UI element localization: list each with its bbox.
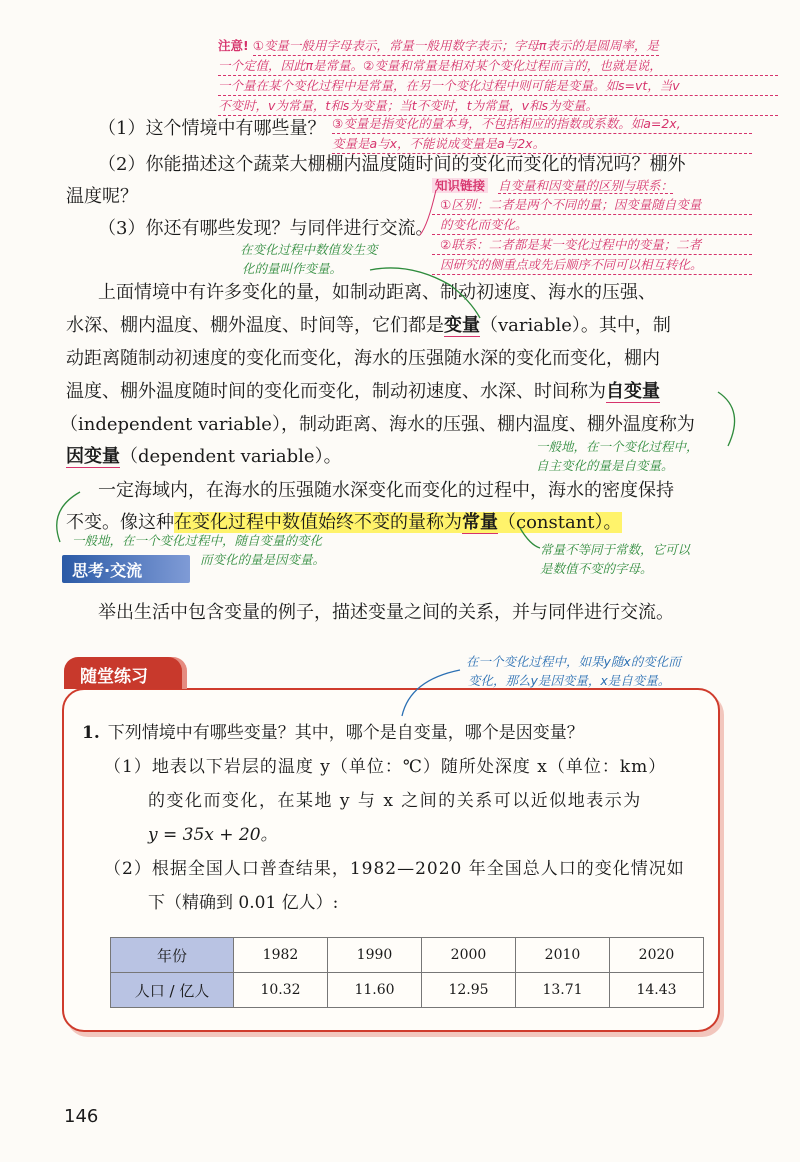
table-cell: 12.95 bbox=[422, 973, 516, 1008]
exercise-s2-line: （2）根据全国人口普查结果，1982—2020 年全国总人口的变化情况如 bbox=[104, 859, 685, 879]
table-cell: 14.43 bbox=[610, 973, 704, 1008]
exercise-s1-line: 的变化而变化，在某地 y 与 x 之间的关系可以近似地表示为 bbox=[148, 791, 642, 811]
attention-line: 一个量在某个变化过程中是常量，在另一个变化过程中则可能是变量。如s=vt，当v bbox=[218, 76, 778, 96]
question-2: （2）你能描述这个蔬菜大棚棚内温度随时间的变化而变化的情况吗？棚外 bbox=[98, 154, 686, 175]
think-exchange-text: 举出生活中包含变量的例子，描述变量之间的关系，并与同伴进行交流。 bbox=[98, 602, 674, 623]
question-3: （3）你还有哪些发现？与同伴进行交流。 bbox=[98, 218, 434, 239]
arrow-independent bbox=[718, 392, 735, 446]
exercise-note-line: 变化，那么y是因变量，x是自变量。 bbox=[468, 673, 671, 688]
page-number: 146 bbox=[64, 1106, 99, 1127]
attention-line: 变量是a与x，不能说成变量是a与2x。 bbox=[332, 134, 752, 154]
exercise-s2-line: 下（精确到 0.01 亿人）: bbox=[148, 893, 339, 913]
para1-text: 温度、棚外温度随时间的变化而变化，制动初速度、水深、时间称为 bbox=[66, 381, 606, 402]
term-independent: 自变量 bbox=[606, 381, 660, 402]
attention-line: 不变时，v为常量，t和s为变量；当t不变时，t为常量，v和s为变量。 bbox=[218, 96, 778, 116]
table-cell: 10.32 bbox=[234, 973, 328, 1008]
arrow-variable bbox=[370, 268, 480, 318]
para1-line: 动距离随制动初速度的变化而变化，海水的压强随水深的变化而变化，棚内 bbox=[66, 348, 660, 369]
knowledge-line: 自变量和因变量的区别与联系： bbox=[498, 178, 674, 193]
independent-note-line: 自主变化的量是自变量。 bbox=[536, 458, 674, 473]
term-variable: 变量 bbox=[444, 315, 480, 336]
arrow-dependent bbox=[57, 492, 80, 542]
table-cell: 2010 bbox=[516, 938, 610, 973]
attention-line: ③变量是指变化的量本身，不包括相应的指数或系数。如a=2x, bbox=[332, 114, 752, 134]
table-cell: 2020 bbox=[610, 938, 704, 973]
exercise-q1-number: 1. bbox=[82, 723, 100, 743]
attention-line: 一个定值，因此π是常量。②变量和常量是相对某个变化过程而言的，也就是说， bbox=[218, 56, 778, 76]
knowledge-line: ②联系：二者都是某一变化过程中的变量；二者 bbox=[432, 235, 752, 255]
knowledge-line: 因研究的侧重点或先后顺序不同可以相互转化。 bbox=[432, 255, 752, 275]
attention-label: 注意! bbox=[218, 38, 249, 53]
para2-line: 一定海域内，在海水的压强随水深变化而变化的过程中，海水的密度保持 bbox=[98, 480, 674, 501]
para1-text: 水深、棚内温度、棚外温度、时间等，它们都是 bbox=[66, 315, 444, 336]
independent-note-line: 一般地，在一个变化过程中， bbox=[536, 439, 699, 454]
dependent-note-line: 一般地，在一个变化过程中，随自变量的变化 bbox=[72, 533, 323, 548]
constant-note-line: 常量不等同于常数，它可以 bbox=[540, 542, 691, 557]
knowledge-label: 知识链接 bbox=[432, 178, 488, 193]
question-2-cont: 温度呢？ bbox=[66, 186, 138, 207]
variable-note-line: 在变化过程中数值发生变 bbox=[240, 242, 378, 257]
table-cell: 1990 bbox=[328, 938, 422, 973]
arrow-knowledge bbox=[420, 190, 436, 235]
para1-text: （variable）。其中，制 bbox=[480, 315, 671, 336]
arrow-exercise bbox=[402, 670, 460, 716]
exercise-s1-formula: y = 35x + 20。 bbox=[148, 825, 278, 845]
table-header-year: 年份 bbox=[111, 938, 234, 973]
table-cell: 2000 bbox=[422, 938, 516, 973]
table-cell: 13.71 bbox=[516, 973, 610, 1008]
table-header-population: 人口 / 亿人 bbox=[111, 973, 234, 1008]
term-constant: 常量 bbox=[462, 512, 498, 533]
arrow-constant bbox=[520, 528, 540, 548]
attention-line: ①变量一般用字母表示，常量一般用数字表示；字母π表示的是圆周率，是 bbox=[253, 36, 659, 56]
dependent-note-line: 而变化的量是因变量。 bbox=[200, 552, 326, 567]
para1-text: （dependent variable）。 bbox=[120, 446, 342, 467]
para2-text: 不变。像这种 bbox=[66, 512, 174, 533]
table-cell: 11.60 bbox=[328, 973, 422, 1008]
constant-note-line: 是数值不变的字母。 bbox=[540, 561, 653, 576]
exercise-s1-line: （1）地表以下岩层的温度 y（单位：℃）随所处深度 x（单位：km） bbox=[104, 757, 667, 777]
exercise-label: 随堂练习 bbox=[80, 667, 148, 687]
para2-text: （constant）。 bbox=[498, 512, 622, 533]
think-exchange-label: 思考·交流 bbox=[72, 561, 143, 580]
table-cell: 1982 bbox=[234, 938, 328, 973]
exercise-note-line: 在一个变化过程中，如果y随x的变化而 bbox=[466, 654, 681, 669]
para1-line: （independent variable），制动距离、海水的压强、棚内温度、棚外温度称为 bbox=[60, 414, 695, 435]
term-dependent: 因变量 bbox=[66, 446, 120, 467]
question-1: （1）这个情境中有哪些量？ bbox=[98, 118, 326, 139]
variable-note-line: 化的量叫作变量。 bbox=[242, 261, 343, 276]
para1-line: 上面情境中有许多变化的量，如制动距离、制动初速度、海水的压强、 bbox=[98, 282, 656, 303]
highlighted-definition: 在变化过程中数值始终不变的量称为 bbox=[174, 512, 462, 533]
knowledge-line: ①区别：二者是两个不同的量；因变量随自变量 bbox=[432, 195, 752, 215]
knowledge-line: 的变化而变化。 bbox=[432, 215, 752, 235]
exercise-q1-text: 下列情境中有哪些变量？其中，哪个是自变量，哪个是因变量？ bbox=[107, 723, 584, 743]
